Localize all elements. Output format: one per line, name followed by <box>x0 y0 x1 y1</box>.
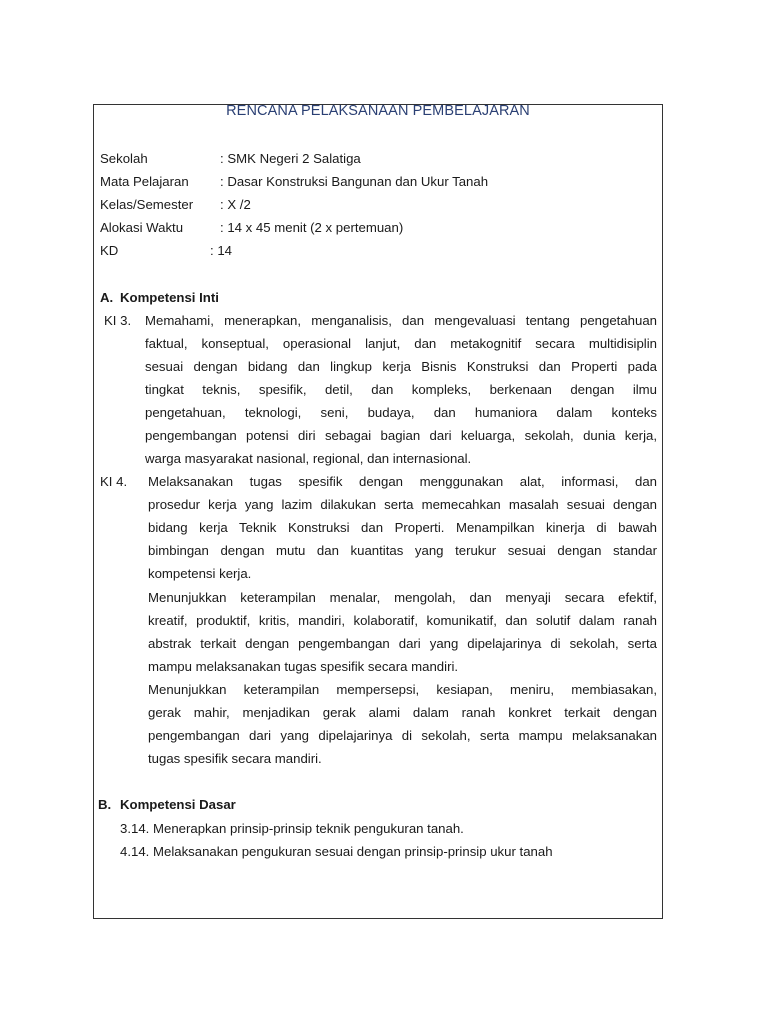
ki4-code: KI 4. <box>100 474 128 489</box>
section-b-marker: B. <box>98 797 112 812</box>
kd-item-4-14: 4.14. Melaksanakan pengukuran sesuai dengan prinsip-prinsip ukur tanah <box>120 844 553 859</box>
section-b-heading: Kompetensi Dasar <box>120 797 236 812</box>
ki4-line: Melaksanakan tugas spesifik dengan menggunakan alat, informasi, dan <box>148 474 657 489</box>
field-label-school: Sekolah <box>100 151 148 166</box>
ki3-line: pengembangan potensi diri sebagai bagian dari keluarga, sekolah, dunia kerja, <box>145 428 657 443</box>
ki4-line: Menunjukkan keterampilan menalar, mengolah, dan menyaji secara efektif, <box>148 590 657 605</box>
ki3-line: Memahami, menerapkan, menganalisis, dan mengevaluasi tentang pengetahuan <box>145 313 657 328</box>
field-value-subject: : Dasar Konstruksi Bangunan dan Ukur Tanah <box>220 174 489 189</box>
field-label-class: Kelas/Semester <box>100 197 194 212</box>
ki4-line: bidang kerja Teknik Konstruksi dan Properti. Menampilkan kinerja di bawah <box>148 520 657 535</box>
ki4-line: prosedur kerja yang lazim dilakukan serta memecahkan masalah sesuai dengan <box>148 497 657 512</box>
page-title: RENCANA PELAKSANAAN PEMBELAJARAN <box>226 103 530 119</box>
ki4-line: kompetensi kerja. <box>148 566 252 581</box>
ki3-code: KI 3. <box>104 313 132 328</box>
ki4-line: gerak mahir, menjadikan gerak alami dalam ranah konkret terkait dengan <box>148 705 657 720</box>
section-a-marker: A. <box>100 290 114 305</box>
kd-item-3-14: 3.14. Menerapkan prinsip-prinsip teknik pengukuran tanah. <box>120 821 464 836</box>
ki3-line: faktual, konseptual, operasional lanjut, dan metakognitif secara multidisiplin <box>145 336 657 351</box>
section-a-heading: Kompetensi Inti <box>120 290 219 305</box>
field-label-kd: KD <box>100 243 119 258</box>
ki4-line: kreatif, produktif, kritis, mandiri, kolaboratif, komunikatif, dan solutif dalam ranah <box>148 613 657 628</box>
ki4-line: bimbingan dengan mutu dan kuantitas yang terukur sesuai dengan standar <box>148 543 657 558</box>
ki4-para-3 <box>148 678 657 770</box>
ki3-line: pengetahuan, teknologi, seni, budaya, dan humaniora dalam konteks <box>145 405 657 420</box>
ki4-line: abstrak terkait dengan pengembangan dari yang dipelajarinya di sekolah, serta <box>148 636 657 651</box>
ki4-line: pengembangan dari yang dipelajarinya di sekolah, serta mampu melaksanakan <box>148 728 657 743</box>
field-value-class: : X /2 <box>220 197 251 212</box>
ki3-line: sesuai dengan bidang dan lingkup kerja Bisnis Konstruksi dan Properti pada <box>145 359 657 374</box>
field-value-time: : 14 x 45 menit (2 x pertemuan) <box>220 220 404 235</box>
field-value-school: : SMK Negeri 2 Salatiga <box>220 151 361 166</box>
ki3-line: tingkat teknis, spesifik, detil, dan kompleks, berkenaan dengan ilmu <box>145 382 657 397</box>
ki3-text <box>145 309 657 470</box>
ki3-line: warga masyarakat nasional, regional, dan internasional. <box>145 451 472 466</box>
field-label-time: Alokasi Waktu <box>100 220 184 235</box>
ki4-para-1 <box>148 470 657 585</box>
field-label-subject: Mata Pelajaran <box>100 174 189 189</box>
ki4-line: mampu melaksanakan tugas spesifik secara mandiri. <box>148 659 459 674</box>
ki4-line: Menunjukkan keterampilan mempersepsi, kesiapan, meniru, membiasakan, <box>148 682 657 697</box>
ki4-line: tugas spesifik secara mandiri. <box>148 751 322 766</box>
ki4-para-2 <box>148 586 657 678</box>
field-value-kd: : 14 <box>210 243 232 258</box>
